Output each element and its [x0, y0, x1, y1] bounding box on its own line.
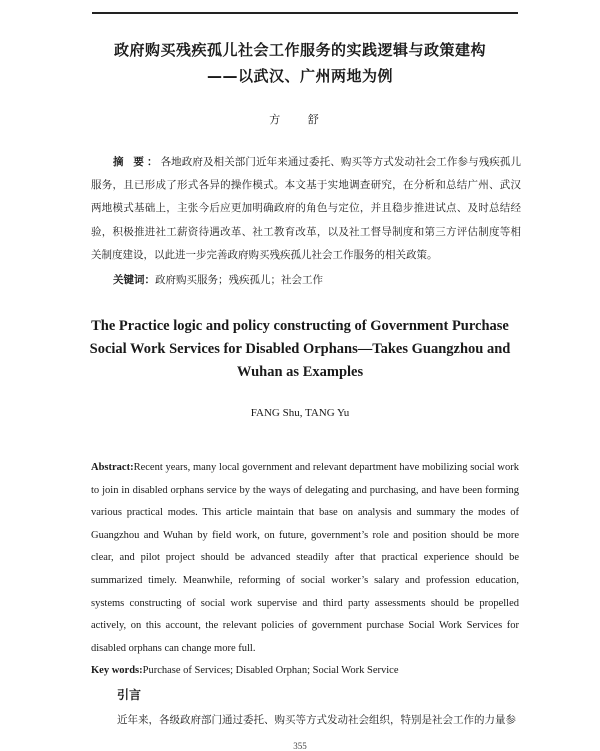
- english-abstract-text: Recent years, many local government and relevant department have mobilizing social work to join in disabled orphans service by the ways of delegating and purchasing, and have been forming various practical modes. This article maintain that base on analysis and summary the modes of Guangzhou and Wuhan by field work, on future, government’s role and position should be more clear, and pilot project should be advanced steadily after that practical experience should be summarized timely. Meanwhile, reforming of social worker’s salary and profession education, systems constructing of social work supervise and third party assessments should be propelled actively, on this account, the relevant policies of government purchase Social Work Services for disabled orphans can change more full.: [91, 462, 519, 654]
- english-keywords-label: Key words:: [91, 665, 143, 676]
- chinese-keywords-label: 关键词：: [113, 274, 155, 286]
- chinese-abstract-label: 摘 要：: [113, 156, 161, 168]
- introduction-first-line: 近年来，各级政府部门通过委托、购买等方式发动社会组织，特别是社会工作的力量参: [117, 714, 516, 726]
- chinese-title-line-2: ——以武汉、广州两地为例: [206, 67, 393, 85]
- english-abstract: [91, 457, 519, 660]
- chinese-abstract: [91, 151, 521, 267]
- english-abstract-paragraph: [91, 457, 519, 660]
- chinese-author: 方 舒: [269, 113, 331, 126]
- english-keywords: [91, 662, 398, 680]
- english-title-line-2: Social Work Services for Disabled Orphans—Takes Guangzhou and: [89, 341, 511, 357]
- chinese-keywords: [113, 271, 323, 289]
- chinese-keywords-text: 政府购买服务；残疾孤儿；社会工作: [155, 274, 323, 286]
- chinese-abstract-text: 各地政府及相关部门近年来通过委托、购买等方式发动社会工作参与残疾孤儿服务，且已形成了形式各异的操作模式。本文基于实地调查研究，在分析和总结广州、武汉两地模式基础上，主张今后应更加明确政府的角色与定位，并且稳步推进试点、及时总结经验，积极推进社工薪资待遇改革、社工教育改革，以及社工督导制度和第三方评估制度等相关制度建设，以此进一步完善政府购买残疾孤儿社会工作服务的相关政策。: [91, 156, 522, 261]
- english-authors: FANG Shu, TANG Yu: [250, 407, 350, 419]
- english-title-line-1: The Practice logic and policy constructing of Government Purchase: [91, 318, 509, 334]
- chinese-title-line-1: 政府购买残疾孤儿社会工作服务的实践逻辑与政策建构: [113, 41, 486, 59]
- chinese-abstract-paragraph: [91, 151, 521, 267]
- english-keywords-text: Purchase of Services; Disabled Orphan; Social Work Service: [142, 665, 399, 676]
- introduction-heading: 引言: [117, 688, 142, 702]
- header-rule: [92, 12, 518, 14]
- page-number: 355: [293, 741, 307, 751]
- english-title-line-3: Wuhan as Examples: [236, 364, 364, 380]
- english-abstract-label: Abstract:: [91, 462, 134, 473]
